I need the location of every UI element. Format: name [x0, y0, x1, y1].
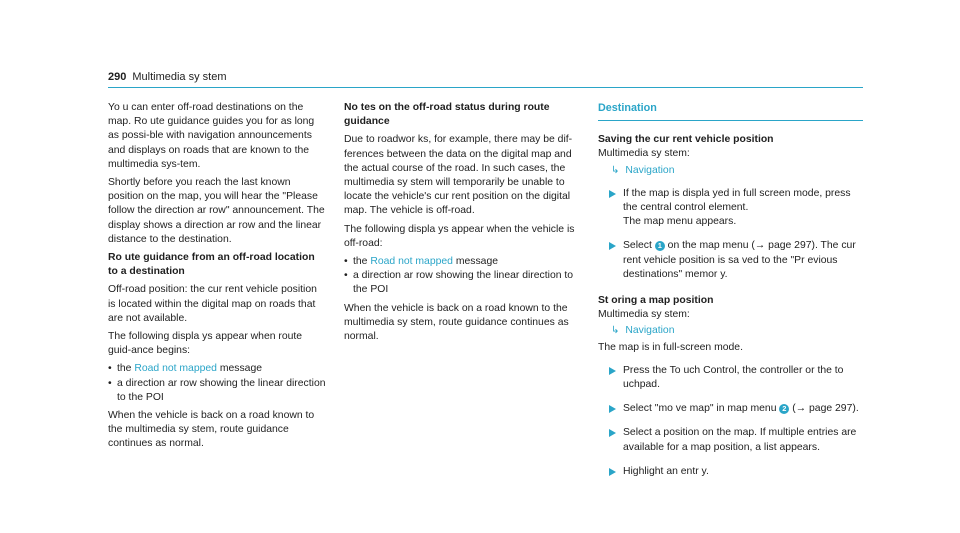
step-text: If the map is displa yed in full screen mode, press the central control element. — [623, 187, 851, 214]
triangle-right-icon — [609, 405, 616, 413]
triangle-right-icon — [609, 468, 616, 476]
step-item — [598, 465, 863, 479]
triangle-right-icon — [609, 429, 616, 437]
road-not-mapped-label: Road not mapped — [134, 363, 217, 375]
paragraph: Yo u can enter off-road destinations on the map. Ro ute guidance guides you for as long as possi-ble with navigation announcements and displays on roads that are known to the multimedia sys-tem. — [108, 102, 315, 170]
step-item — [598, 187, 863, 230]
page-number: 290 — [108, 71, 127, 83]
paragraph: When the vehicle is back on a road known to the multimedia sy stem, route guidance continues as normal. — [108, 410, 315, 450]
section-heading: Ro ute guidance from an off-road location to a destination — [108, 252, 315, 278]
paragraph: Due to roadwor ks, for example, there may be dif-ferences between the data on the digital map and the actual course of the road. In such cases, the multimedia sy stem will temporarily be unable to locate the vehicle's cur rent position on the digital map. The vehicle is off-road. — [344, 134, 573, 217]
paragraph: Off-road position: the cur rent vehicle position is located within the digital map on roads that are not available. — [108, 284, 317, 324]
step-item — [598, 426, 863, 454]
column-right — [598, 101, 863, 489]
column-left — [108, 101, 326, 456]
bullet-list — [108, 362, 326, 405]
road-not-mapped-label: Road not mapped — [370, 256, 453, 268]
step-item — [598, 402, 863, 416]
destination-rule — [598, 120, 863, 121]
number-badge: 1 — [655, 241, 665, 251]
paragraph: When the vehicle is back on a road known to the multimedia sy stem, route guidance continues as normal. — [344, 302, 569, 343]
triangle-right-icon — [609, 367, 616, 375]
number-badge: 2 — [779, 404, 789, 414]
list-item: • the Road not mapped message — [108, 362, 326, 376]
step-item — [598, 239, 863, 282]
navigation-link: Navigation — [625, 325, 675, 337]
nav-arrow-icon: ↳ — [611, 164, 620, 176]
paragraph: The following displa ys appear when the vehicle is off-road: — [344, 223, 575, 249]
nav-path — [598, 164, 863, 178]
subheading: Saving the cur rent vehicle position — [598, 134, 774, 146]
section-name: Multimedia sy stem — [132, 71, 227, 83]
triangle-right-icon — [609, 242, 616, 250]
triangle-right-icon — [609, 190, 616, 198]
step-text: Select "mo ve map" in map menu 2 (→ page 297). — [623, 403, 859, 415]
step-text: Highlight an entr y. — [623, 465, 709, 477]
system-label: Multimedia sy stem: — [598, 148, 690, 160]
nav-path — [598, 324, 863, 338]
step-result: The map menu appears. — [623, 216, 737, 228]
paragraph: Shortly before you reach the last known position on the map, you will hear the "Please follow the direction ar row" announcement. The display shows a direction ar row and the linear distance to the destination. — [108, 177, 325, 245]
column-middle — [344, 101, 576, 348]
section-heading: No tes on the off-road status during route guidance — [344, 102, 550, 128]
step-text: Press the To uch Control, the controller or the to uchpad. — [623, 364, 844, 391]
page-header — [108, 70, 863, 85]
step-text: Select a position on the map. If multiple entries are available for a map position, a list appears. — [623, 427, 857, 453]
system-label: Multimedia sy stem: — [598, 309, 690, 321]
step-text: Select 1 on the map menu (→ page 297). The cur rent vehicle position is sa ved to the "Pr evious destinations" memor y. — [623, 240, 856, 280]
subheading: St oring a map position — [598, 295, 714, 307]
paragraph: The following displa ys appear when route guid-ance begins: — [108, 331, 303, 357]
list-item: • a direction ar row showing the linear direction to the POI — [344, 269, 576, 297]
header-rule — [108, 87, 863, 88]
list-item: • a direction ar row showing the linear direction to the POI — [108, 377, 326, 405]
nav-arrow-icon: ↳ — [611, 325, 620, 337]
list-item: • the Road not mapped message — [344, 255, 576, 269]
destination-title: Destination — [598, 102, 657, 114]
paragraph: The map is in full-screen mode. — [598, 341, 743, 353]
bullet-list — [344, 255, 576, 298]
navigation-link: Navigation — [625, 164, 675, 176]
step-item — [598, 364, 863, 392]
